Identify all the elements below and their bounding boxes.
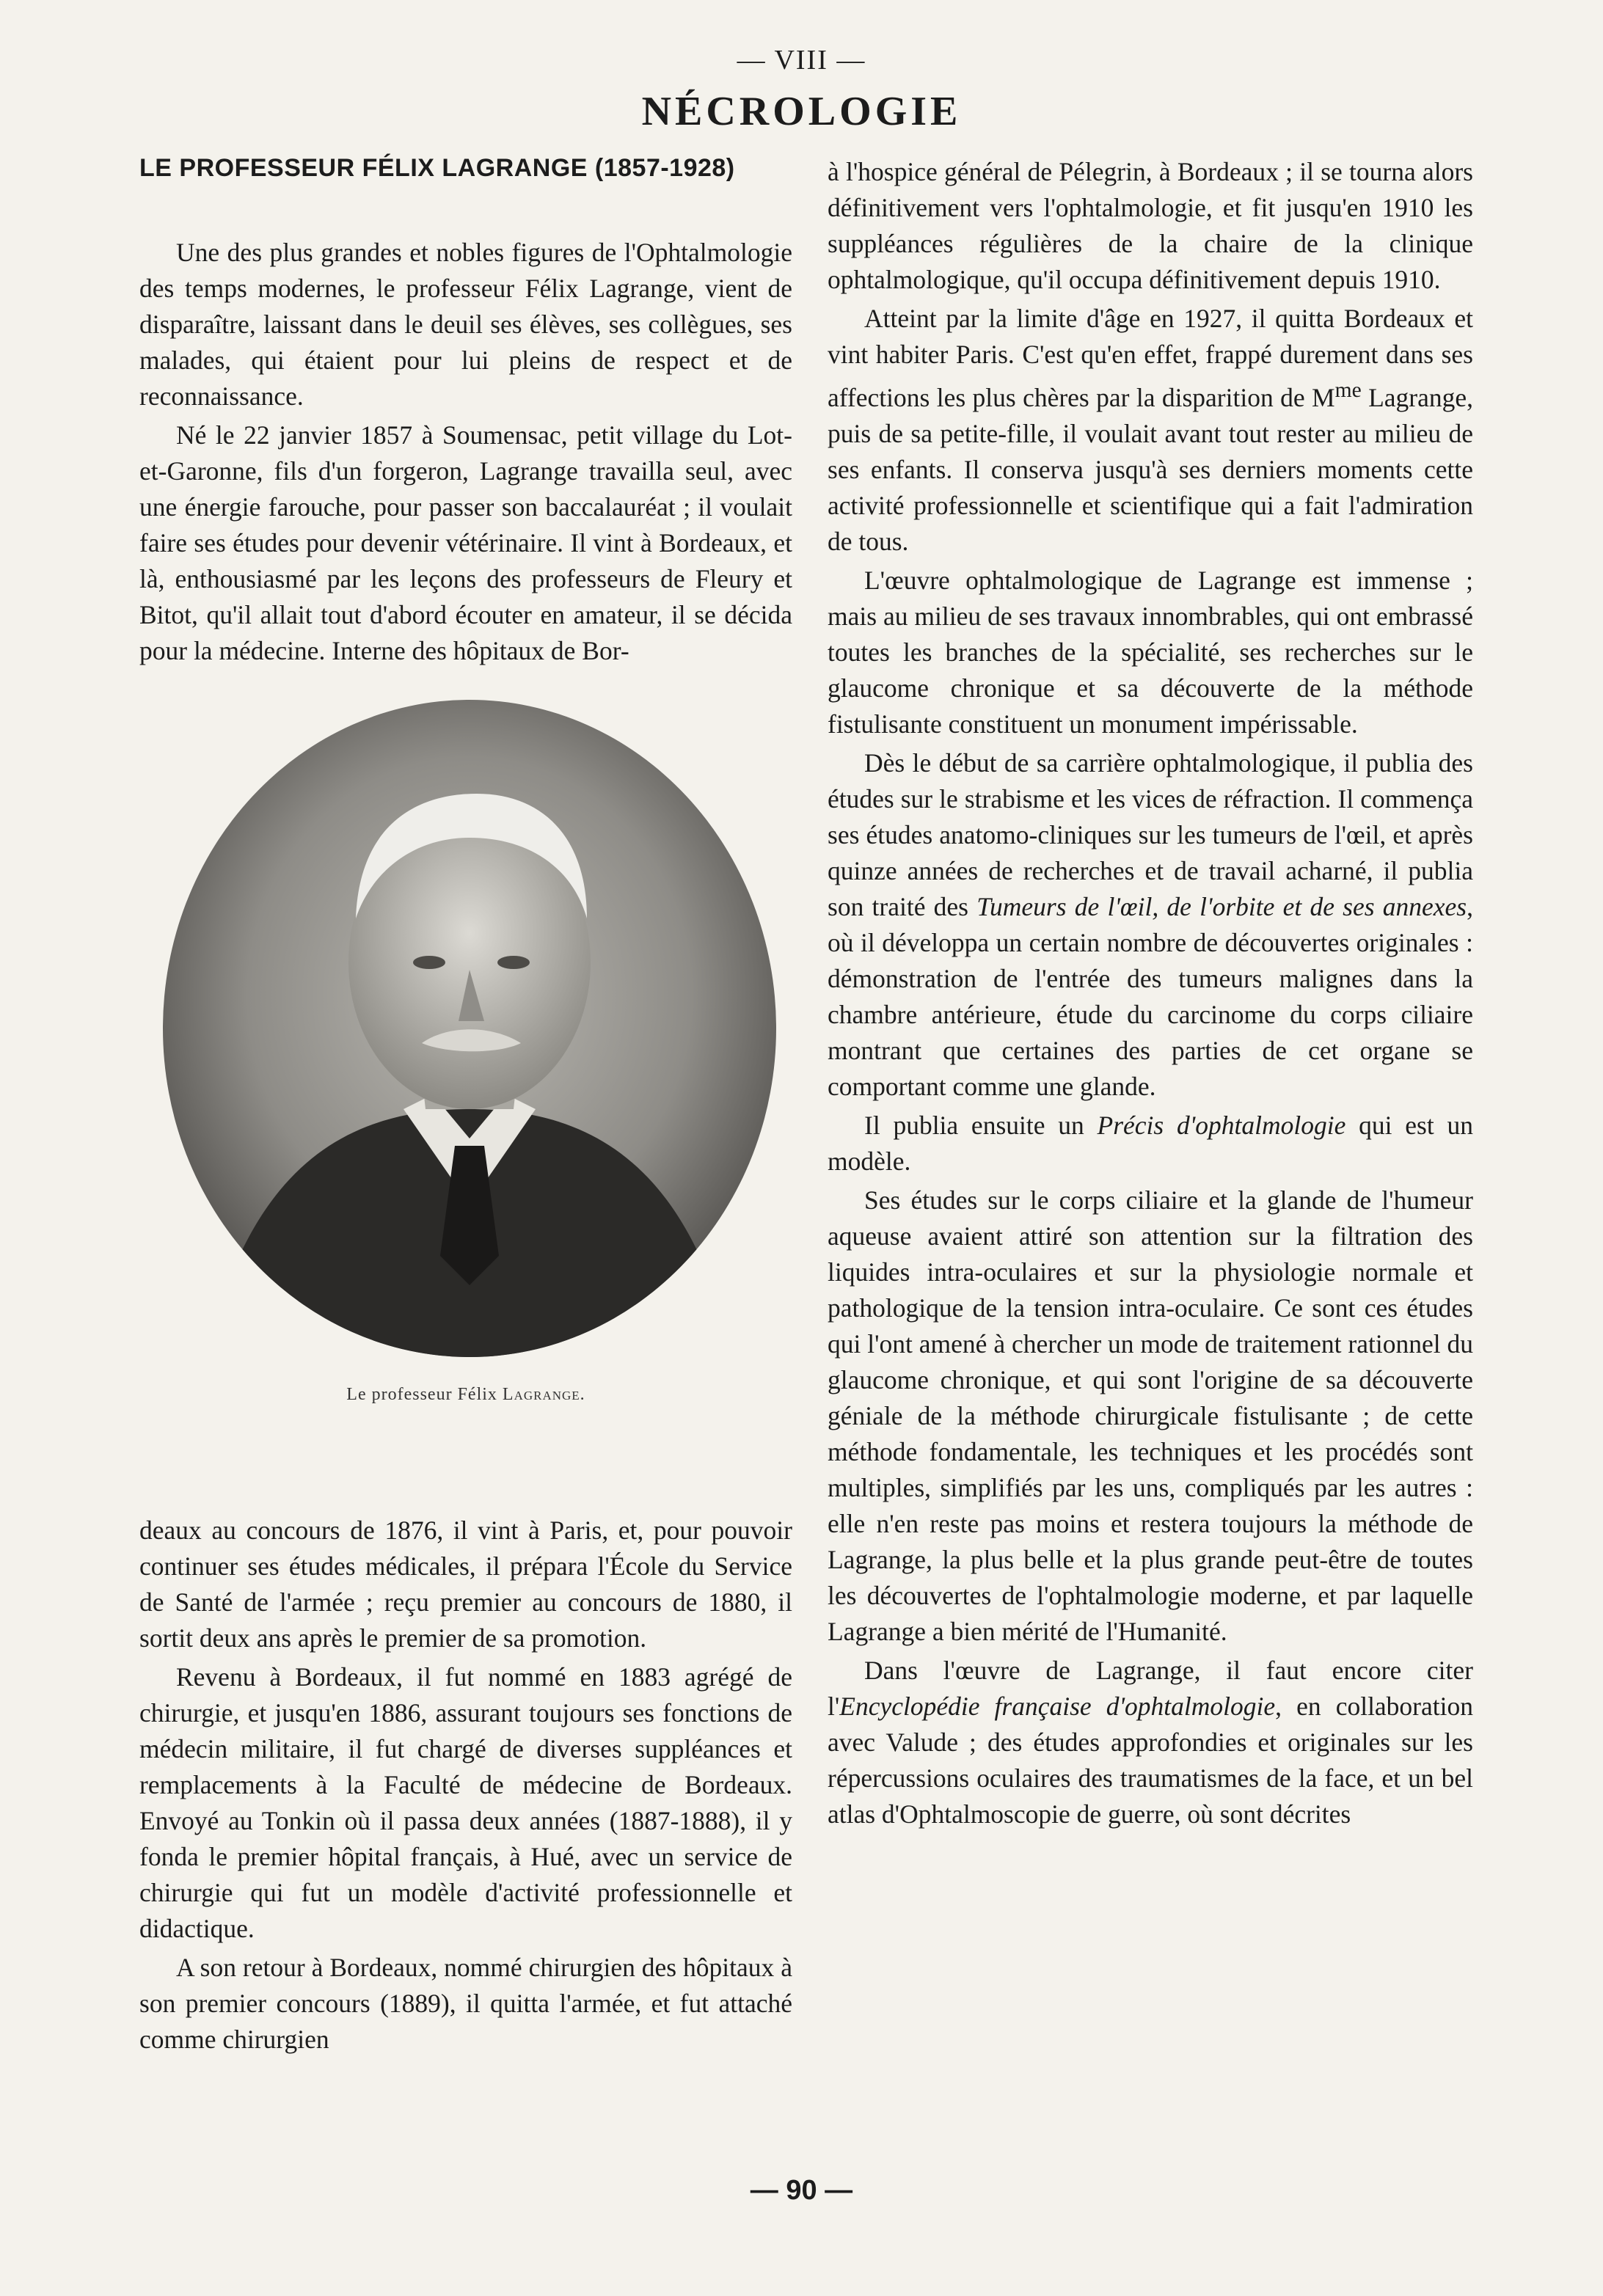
section-title: NÉCROLOGIE xyxy=(641,89,962,134)
book-title: Encyclopédie française d'ophtalmologie xyxy=(839,1691,1276,1721)
left-column xyxy=(139,150,792,2058)
paragraph: Né le 22 janvier 1857 à Soumensac, petit village du Lot-et-Garonne, fils d'un forgeron, Lagrange travailla seul, avec une énergie farouche, pour passer son baccalauréat ; il voulait faire ses études pour devenir vétérinaire. Il vint à Bordeaux, et là, enthousiasmé par les leçons des professeurs de Fleury et Bitot, qu'il allait tout d'abord écouter en amateur, il se décida pour la médecine. Interne des hôpitaux de Bor- xyxy=(139,420,792,665)
paragraph: Revenu à Bordeaux, il fut nommé en 1883 agrégé de chirurgie, et jusqu'en 1886, assurant toujours ses fonctions de médecin militaire, il fut chargé de diverses suppléances et remplacements à la Faculté de médecine de Bordeaux. Envoyé au Tonkin où il passa deux années (1887-1888), il y fonda le premier hôpital français, à Hué, avec un service de chirurgie qui fut un modèle d'activité professionnelle et didactique. xyxy=(139,1662,792,1943)
paragraph: Il publia ensuite un Précis d'ophtalmologie qui est un modèle. xyxy=(828,1110,1473,1176)
paragraph: A son retour à Bordeaux, nommé chirurgien des hôpitaux à son premier concours (1889), il quitta l'armée, et fut attaché comme chirurgien xyxy=(139,1953,792,2054)
paragraph: Dans l'œuvre de Lagrange, il faut encore citer l'Encyclopédie française d'ophtalmologie, en collaboration avec Valude ; des études approfondies et originales sur les répercussions oculaires des traumatismes de la face, et un bel atlas d'Ophtalmoscopie de guerre, où sont décrites xyxy=(828,1655,1473,1829)
paragraph: à l'hospice général de Pélegrin, à Bordeaux ; il se tourna alors définitivement vers l'ophtalmologie, et fit jusqu'en 1910 les suppléances régulières de la chaire de la clinique ophtalmologique, qu'il occupa définitivement depuis 1910. xyxy=(828,157,1473,294)
right-column xyxy=(828,154,1473,1832)
caption-surname: Lagrange. xyxy=(502,1385,585,1404)
paragraph: deaux au concours de 1876, il vint à Paris, et, pour pouvoir continuer ses études médicales, il prépara l'École du Service de Santé de l'armée ; reçu premier au concours de 1880, il sortit deux ans après le premier de sa promotion. xyxy=(139,1516,792,1653)
paragraph: Ses études sur le corps ciliaire et la glande de l'humeur aqueuse avaient attiré son attention sur la filtration des liquides intra-oculaires et sur la physiologie normale et pathologique de la tension intra-oculaire. Ce sont ces études qui l'ont amené à chercher un mode de traitement rationnel du glaucome chronique, et qui sont l'origine de sa découverte géniale de la méthode chirurgicale fistulisante ; de cette méthode fondamentale, les techniques et les procédés sont multiples, simplifiés par les uns, compliqués par les autres : elle n'en reste pas moins et restera toujours la méthode de Lagrange, la plus belle et la plus grande peut-être de toutes les découvertes de l'ophtalmologie moderne, et par laquelle Lagrange a bien mérité de l'Humanité. xyxy=(828,1185,1473,1646)
page-number: — 90 — xyxy=(750,2175,853,2206)
paragraph: Une des plus grandes et nobles figures de l'Ophtalmologie des temps modernes, le professeur Félix Lagrange, vient de disparaître, laissant dans le deuil ses élèves, ses collègues, ses malades, qui étaient pour lui pleins de respect et de reconnaissance. xyxy=(139,238,792,411)
paragraph: L'œuvre ophtalmologique de Lagrange est immense ; mais au milieu de ses travaux innombrables, qui ont embrassé toutes les branches de la spécialité, ses recherches sur le glaucome chronique et sa découverte de la méthode fistulisante constituent un monument impérissable. xyxy=(828,565,1473,739)
book-title: Tumeurs de l'œil, de l'orbite et de ses annexes xyxy=(976,891,1467,921)
article-title: LE PROFESSEUR FÉLIX LAGRANGE (1857-1928) xyxy=(139,154,735,182)
page-folio: — VIII — xyxy=(737,45,866,76)
book-title: Précis d'ophtalmologie xyxy=(1097,1110,1346,1140)
portrait-photo xyxy=(161,698,778,1359)
portrait-caption: Le professeur Félix Lagrange. xyxy=(346,1385,585,1404)
portrait-figure xyxy=(139,698,792,1513)
paragraph: Atteint par la limite d'âge en 1927, il quitta Bordeaux et vint habiter Paris. C'est qu'en effet, frappé durement dans ses affections les plus chères par la disparition de $M^{me}$ Lagrange, puis de sa petite-fille, il voulait avant tout rester au milieu de ses enfants. Il conserva jusqu'à ses derniers moments cette activité professionnelle et scientifique qui a fait l'admiration de tous. xyxy=(828,304,1473,556)
paragraph: Dès le début de sa carrière ophtalmologique, il publia des études sur le strabisme et les vices de réfraction. Il commença ses études anatomo-cliniques sur les tumeurs de l'œil, et après quinze années de recherches et de travail acharné, il publia son traité des Tumeurs de l'œil, de l'orbite et de ses annexes, où il développa un certain nombre de découvertes originales : démonstration de l'entrée des tumeurs malignes dans la chambre antérieure, étude du carcinome du corps ciliaire montrant que certaines des parties de cet organe se comportant comme une glande. xyxy=(828,747,1473,1101)
